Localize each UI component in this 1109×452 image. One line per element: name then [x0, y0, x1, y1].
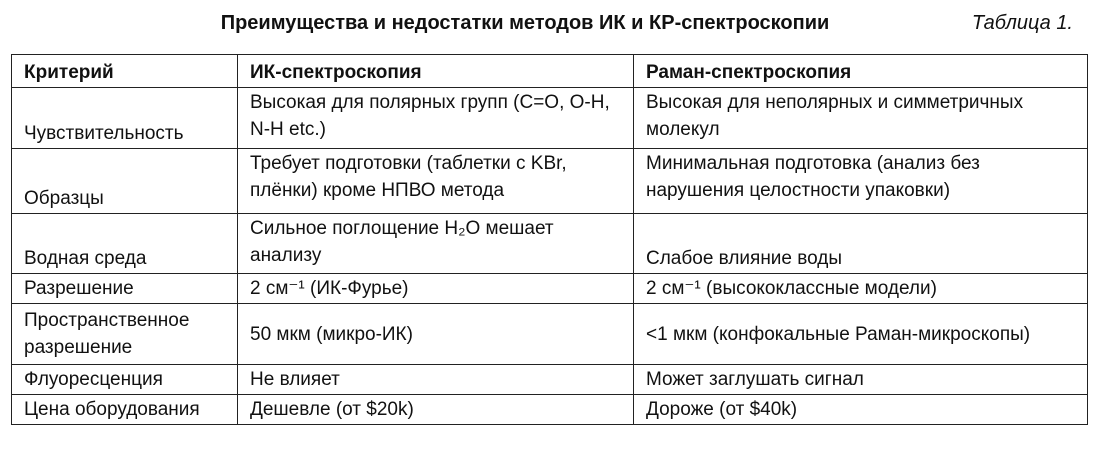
cell-raman: 2 см⁻¹ (высококлассные модели) [634, 274, 1088, 304]
table-title: Преимущества и недостатки методов ИК и КР-спектроскопии [220, 12, 830, 34]
cell-criterion: Образцы [12, 149, 238, 214]
cell-raman: <1 мкм (конфокальные Раман-микроскопы) [634, 304, 1088, 365]
cell-raman: Слабое влияние воды [634, 214, 1088, 274]
cell-raman: Может заглушать сигнал [634, 365, 1088, 395]
table-row [12, 395, 1088, 425]
cell-raman: Высокая для неполярных и симметричных молекул [634, 88, 1088, 149]
cell-ir: Не влияет [238, 365, 634, 395]
table-row [12, 365, 1088, 395]
table-row [12, 274, 1088, 304]
cell-raman: Дороже (от $40k) [634, 395, 1088, 425]
cell-criterion: Цена оборудования [12, 395, 238, 425]
cell-ir: 2 см⁻¹ (ИК-Фурье) [238, 274, 634, 304]
table-number: Таблица 1. [971, 12, 1073, 34]
cell-ir: 50 мкм (микро-ИК) [238, 304, 634, 365]
cell-ir: Требует подготовки (таблетки с KBr, плёнки) кроме НПВО метода [238, 149, 634, 214]
cell-criterion: Флуоресценция [12, 365, 238, 395]
cell-ir: Сильное поглощение H₂O мешает анализу [238, 214, 634, 274]
cell-criterion: Пространственное разрешение [12, 304, 238, 365]
header-ir: ИК-спектроскопия [238, 55, 634, 88]
cell-criterion: Чувствительность [12, 88, 238, 149]
table-row [12, 149, 1088, 214]
cell-ir: Высокая для полярных групп (C=O, O-H, N-H etc.) [238, 88, 634, 149]
comparison-table [11, 54, 1088, 425]
header-criterion: Критерий [12, 55, 238, 88]
table-row [12, 88, 1088, 149]
cell-raman: Минимальная подготовка (анализ без нарушения целостности упаковки) [634, 149, 1088, 214]
cell-criterion: Водная среда [12, 214, 238, 274]
header-raman: Раман-спектроскопия [634, 55, 1088, 88]
table-header-row [12, 55, 1088, 88]
table-row [12, 214, 1088, 274]
table-row [12, 304, 1088, 365]
cell-ir: Дешевле (от $20k) [238, 395, 634, 425]
cell-criterion: Разрешение [12, 274, 238, 304]
